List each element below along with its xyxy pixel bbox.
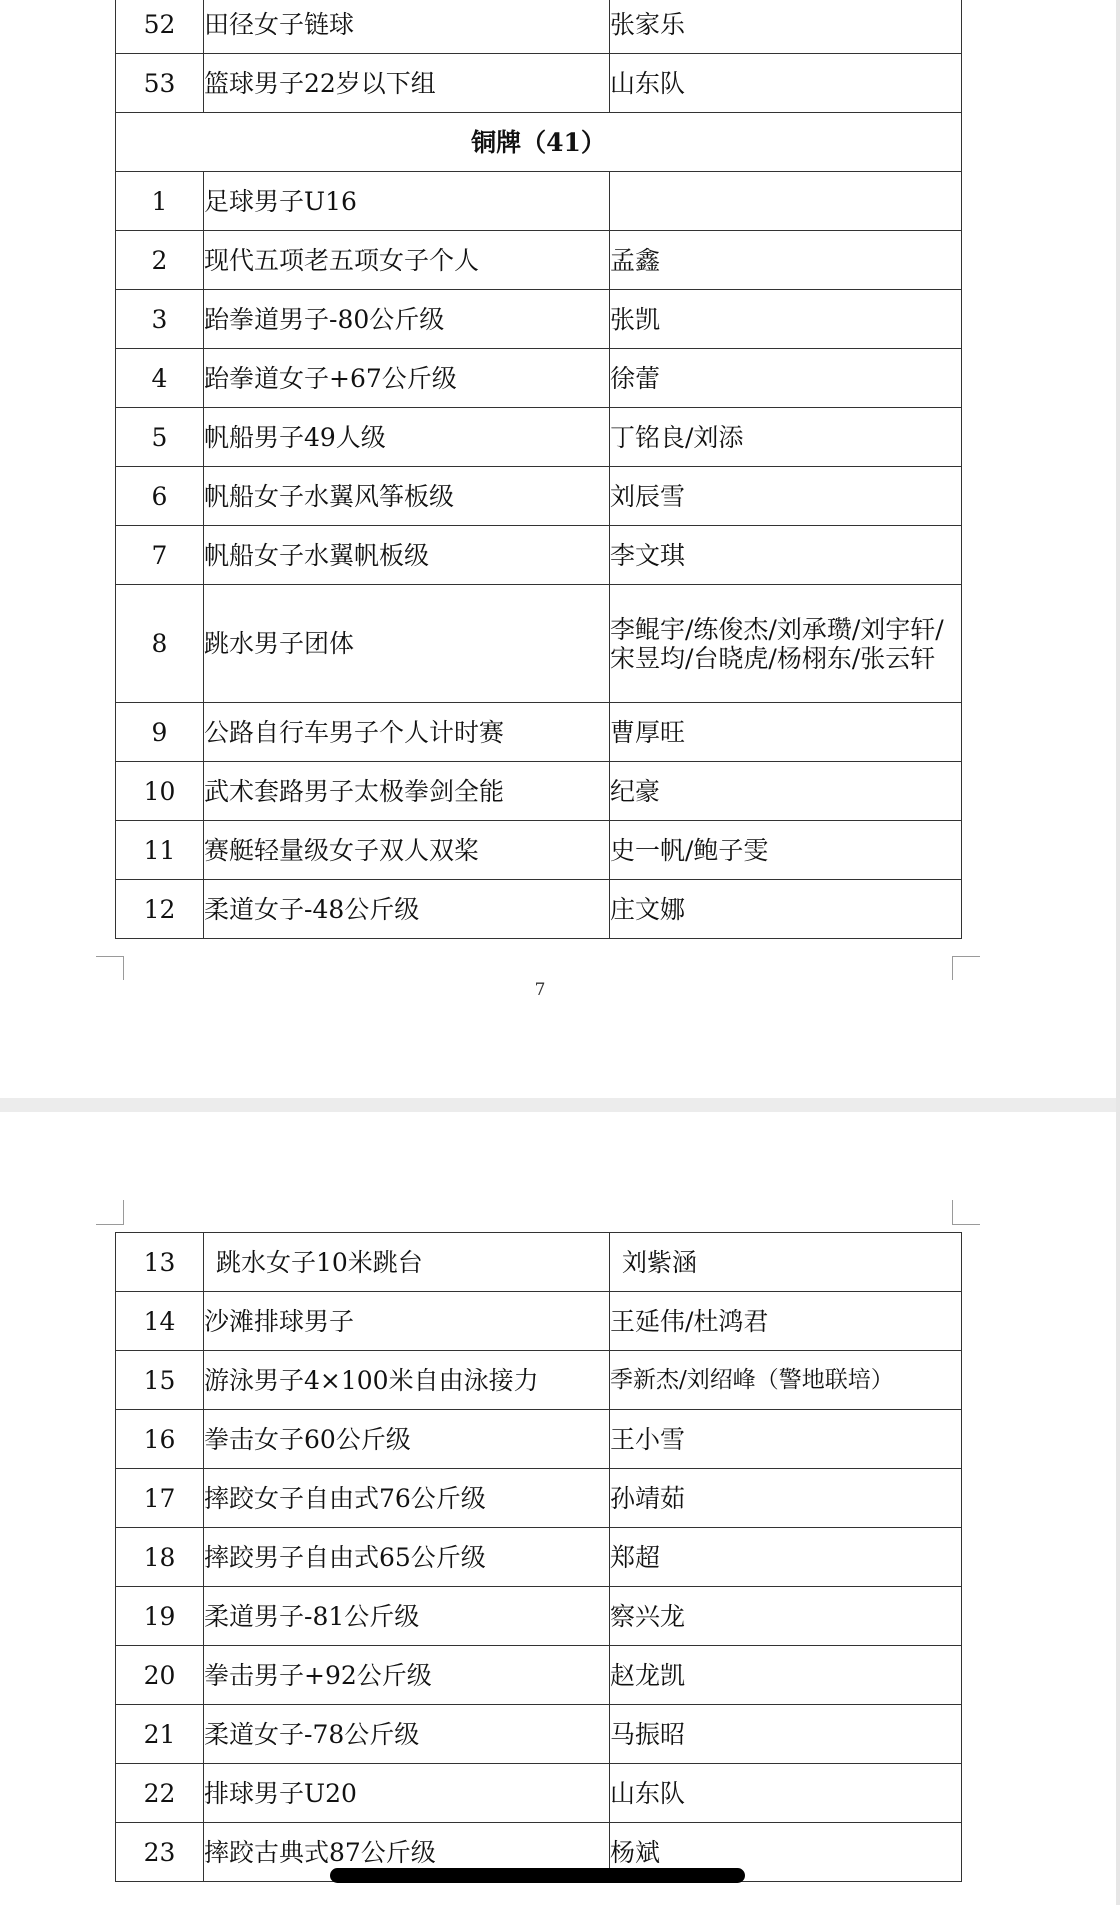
crop-mark xyxy=(123,956,124,980)
page-edge xyxy=(1116,0,1120,1905)
table-row xyxy=(116,54,962,113)
table-row xyxy=(116,880,962,939)
event-name: 篮球男子22岁以下组 xyxy=(204,54,610,113)
event-name: 摔跤男子自由式65公斤级 xyxy=(204,1528,610,1587)
row-number: 19 xyxy=(116,1587,204,1646)
athlete-names: 庄文娜 xyxy=(610,880,962,939)
table-row xyxy=(116,349,962,408)
table-row xyxy=(116,1292,962,1351)
athlete-names: 纪豪 xyxy=(610,762,962,821)
event-name: 柔道女子-78公斤级 xyxy=(204,1705,610,1764)
table-row xyxy=(116,1469,962,1528)
event-name: 田径女子链球 xyxy=(204,0,610,54)
table-row xyxy=(116,1351,962,1410)
event-name: 跆拳道女子+67公斤级 xyxy=(204,349,610,408)
event-name: 帆船男子49人级 xyxy=(204,408,610,467)
bronze-section-title: 铜牌（41） xyxy=(116,113,962,172)
athlete-names: 李文琪 xyxy=(610,526,962,585)
table-row xyxy=(116,1233,962,1292)
table-row xyxy=(116,1646,962,1705)
event-name: 游泳男子4×100米自由泳接力 xyxy=(204,1351,610,1410)
athlete-names: 张凯 xyxy=(610,290,962,349)
athlete-names: 孙靖茹 xyxy=(610,1469,962,1528)
event-name: 柔道男子-81公斤级 xyxy=(204,1587,610,1646)
table-row xyxy=(116,1528,962,1587)
table-row xyxy=(116,821,962,880)
page-separator xyxy=(0,1098,1120,1112)
row-number: 13 xyxy=(116,1233,204,1292)
home-indicator-bar[interactable] xyxy=(330,1868,745,1883)
table-row xyxy=(116,231,962,290)
crop-mark xyxy=(952,1224,980,1225)
athlete-names: 赵龙凯 xyxy=(610,1646,962,1705)
athlete-names: 王小雪 xyxy=(610,1410,962,1469)
table-row xyxy=(116,408,962,467)
page-number: 7 xyxy=(534,980,546,1000)
athlete-names: 刘辰雪 xyxy=(610,467,962,526)
athlete-names: 张家乐 xyxy=(610,0,962,54)
event-name: 沙滩排球男子 xyxy=(204,1292,610,1351)
row-number: 12 xyxy=(116,880,204,939)
event-name: 跳水男子团体 xyxy=(204,585,610,703)
athlete-names xyxy=(610,172,962,231)
row-number: 7 xyxy=(116,526,204,585)
row-number: 21 xyxy=(116,1705,204,1764)
row-number: 5 xyxy=(116,408,204,467)
event-name: 现代五项老五项女子个人 xyxy=(204,231,610,290)
event-name: 赛艇轻量级女子双人双桨 xyxy=(204,821,610,880)
athlete-names: 王延伟/杜鸿君 xyxy=(610,1292,962,1351)
row-number: 4 xyxy=(116,349,204,408)
event-name: 足球男子U16 xyxy=(204,172,610,231)
athlete-names: 季新杰/刘绍峰（警地联培） xyxy=(610,1351,962,1410)
table-row xyxy=(116,526,962,585)
event-name: 帆船女子水翼风筝板级 xyxy=(204,467,610,526)
medal-table-page-8 xyxy=(115,1232,962,1882)
event-name: 柔道女子-48公斤级 xyxy=(204,880,610,939)
row-number: 6 xyxy=(116,467,204,526)
athlete-names: 曹厚旺 xyxy=(610,703,962,762)
row-number: 18 xyxy=(116,1528,204,1587)
table-row xyxy=(116,1410,962,1469)
row-number: 52 xyxy=(116,0,204,54)
athlete-names: 史一帆/鲍子雯 xyxy=(610,821,962,880)
table-row xyxy=(116,1764,962,1823)
medal-table-page-7 xyxy=(115,0,962,939)
row-number: 17 xyxy=(116,1469,204,1528)
event-name: 摔跤女子自由式76公斤级 xyxy=(204,1469,610,1528)
row-number: 9 xyxy=(116,703,204,762)
athlete-names: 郑超 xyxy=(610,1528,962,1587)
table-row xyxy=(116,585,962,703)
crop-mark xyxy=(952,956,953,980)
table-row xyxy=(116,290,962,349)
row-number: 22 xyxy=(116,1764,204,1823)
event-name: 武术套路男子太极拳剑全能 xyxy=(204,762,610,821)
event-name: 公路自行车男子个人计时赛 xyxy=(204,703,610,762)
event-name: 拳击女子60公斤级 xyxy=(204,1410,610,1469)
row-number: 53 xyxy=(116,54,204,113)
athlete-names: 李鲲宇/练俊杰/刘承瓒/刘宇轩/宋昱均/台晓虎/杨栩东/张云轩 xyxy=(610,585,962,703)
table-row xyxy=(116,1587,962,1646)
table-row xyxy=(116,762,962,821)
row-number: 2 xyxy=(116,231,204,290)
table-row xyxy=(116,0,962,54)
athlete-names: 刘紫涵 xyxy=(610,1233,962,1292)
row-number: 16 xyxy=(116,1410,204,1469)
athlete-names: 丁铭良/刘添 xyxy=(610,408,962,467)
table-row xyxy=(116,172,962,231)
row-number: 1 xyxy=(116,172,204,231)
row-number: 15 xyxy=(116,1351,204,1410)
crop-mark xyxy=(952,1200,953,1224)
table-row xyxy=(116,1705,962,1764)
athlete-names: 山东队 xyxy=(610,1764,962,1823)
crop-mark xyxy=(952,956,980,957)
event-name: 帆船女子水翼帆板级 xyxy=(204,526,610,585)
athlete-names: 察兴龙 xyxy=(610,1587,962,1646)
event-name: 跆拳道男子-80公斤级 xyxy=(204,290,610,349)
crop-mark xyxy=(96,956,124,957)
table-row xyxy=(116,703,962,762)
event-name: 排球男子U20 xyxy=(204,1764,610,1823)
athlete-names: 徐蕾 xyxy=(610,349,962,408)
event-name: 摔跤古典式87公斤级 xyxy=(204,1823,610,1882)
event-name: 跳水女子10米跳台 xyxy=(204,1233,610,1292)
crop-mark xyxy=(96,1224,124,1225)
athlete-names: 杨斌 xyxy=(610,1823,962,1882)
row-number: 3 xyxy=(116,290,204,349)
table-row xyxy=(116,467,962,526)
crop-mark xyxy=(123,1200,124,1224)
event-name: 拳击男子+92公斤级 xyxy=(204,1646,610,1705)
row-number: 10 xyxy=(116,762,204,821)
row-number: 8 xyxy=(116,585,204,703)
row-number: 20 xyxy=(116,1646,204,1705)
athlete-names: 马振昭 xyxy=(610,1705,962,1764)
row-number: 14 xyxy=(116,1292,204,1351)
athlete-names: 山东队 xyxy=(610,54,962,113)
athlete-names: 孟鑫 xyxy=(610,231,962,290)
document-page-8 xyxy=(0,1112,1120,1905)
row-number: 23 xyxy=(116,1823,204,1882)
row-number: 11 xyxy=(116,821,204,880)
section-header-row xyxy=(116,113,962,172)
